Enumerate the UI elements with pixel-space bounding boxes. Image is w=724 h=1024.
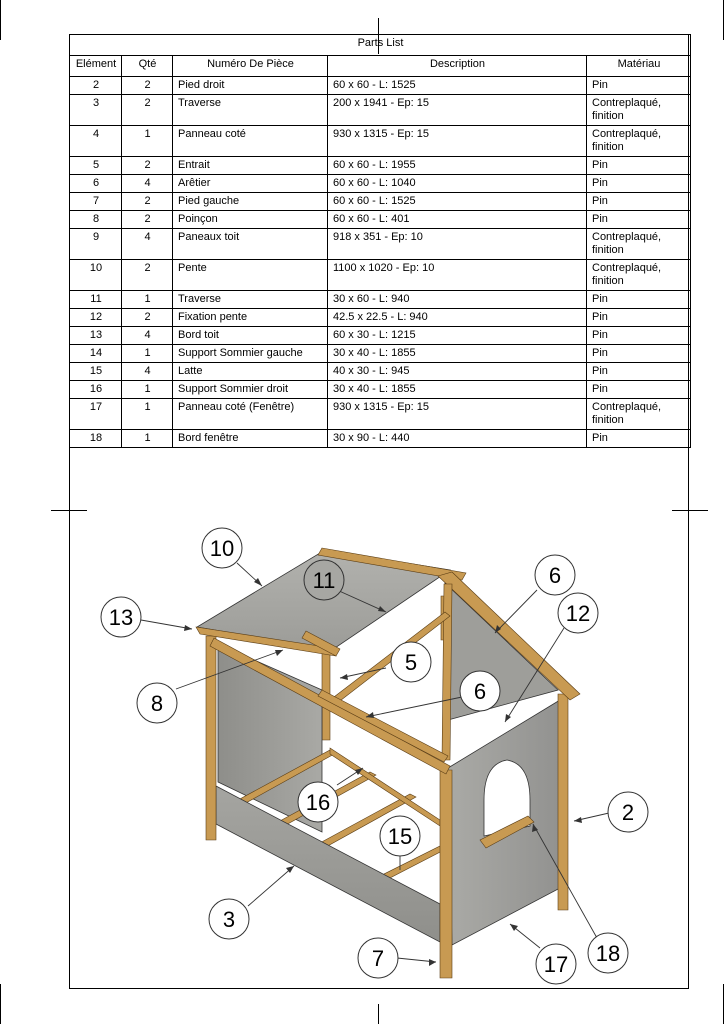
cell-description: 930 x 1315 - Ep: 15 xyxy=(328,126,587,157)
cell-part-number: Panneau coté xyxy=(173,126,328,157)
cell-description: 60 x 30 - L: 1215 xyxy=(328,327,587,345)
callout-number: 6 xyxy=(548,563,562,588)
cell-description: 40 x 30 - L: 945 xyxy=(328,363,587,381)
cell-part-number: Arêtier xyxy=(173,175,328,193)
cell-description: 200 x 1941 - Ep: 15 xyxy=(328,95,587,126)
cell-description: 60 x 60 - L: 401 xyxy=(328,211,587,229)
cell-qty: 2 xyxy=(122,260,173,291)
cell-qty: 1 xyxy=(122,126,173,157)
cell-qty: 4 xyxy=(122,363,173,381)
cell-qty: 2 xyxy=(122,95,173,126)
callout-balloon xyxy=(304,560,344,600)
front-right-post xyxy=(440,770,452,978)
cell-description: 1100 x 1020 - Ep: 10 xyxy=(328,260,587,291)
header-material: Matériau xyxy=(587,56,691,77)
cell-description: 60 x 60 - L: 1040 xyxy=(328,175,587,193)
cell-part-number: Pente xyxy=(173,260,328,291)
callout-balloon xyxy=(209,899,249,939)
callout-balloon xyxy=(137,683,177,723)
header-element: Elément xyxy=(70,56,122,77)
header-part-number: Numéro De Pièce xyxy=(173,56,328,77)
cell-element: 7 xyxy=(70,193,122,211)
callout-number: 3 xyxy=(222,907,236,932)
cell-element: 16 xyxy=(70,381,122,399)
callout-number: 16 xyxy=(305,790,331,815)
cell-part-number: Fixation pente xyxy=(173,309,328,327)
cell-qty: 2 xyxy=(122,309,173,327)
header-qty: Qté xyxy=(122,56,173,77)
cell-part-number: Panneau coté (Fenêtre) xyxy=(173,399,328,430)
cell-qty: 2 xyxy=(122,193,173,211)
cell-element: 14 xyxy=(70,345,122,363)
cell-part-number: Bord toit xyxy=(173,327,328,345)
callout-balloon xyxy=(202,528,242,568)
cell-part-number: Support Sommier droit xyxy=(173,381,328,399)
cell-qty: 1 xyxy=(122,381,173,399)
callout-number: 18 xyxy=(595,941,621,966)
cell-element: 9 xyxy=(70,229,122,260)
beam-front-tie xyxy=(318,690,448,762)
cell-part-number: Support Sommier gauche xyxy=(173,345,328,363)
cell-description: 918 x 351 - Ep: 10 xyxy=(328,229,587,260)
cell-material: Pin xyxy=(587,175,691,193)
callout-number: 12 xyxy=(565,601,591,626)
cell-material: Pin xyxy=(587,381,691,399)
cell-part-number: Paneaux toit xyxy=(173,229,328,260)
cell-description: 30 x 40 - L: 1855 xyxy=(328,345,587,363)
cell-material: Pin xyxy=(587,157,691,175)
cell-description: 30 x 90 - L: 440 xyxy=(328,430,587,448)
callout-number: 6 xyxy=(473,679,487,704)
cell-description: 60 x 60 - L: 1525 xyxy=(328,193,587,211)
cell-material: Contreplaqué, finition xyxy=(587,95,691,126)
callout-balloon xyxy=(391,642,431,682)
header-description: Description xyxy=(328,56,587,77)
callout-balloon xyxy=(380,816,420,856)
parts-list-title: Parts List xyxy=(70,35,691,56)
callout-number: 11 xyxy=(312,568,336,593)
cell-material: Pin xyxy=(587,309,691,327)
callout-balloon xyxy=(536,944,576,984)
cell-material: Pin xyxy=(587,430,691,448)
cell-element: 2 xyxy=(70,77,122,95)
cell-part-number: Entrait xyxy=(173,157,328,175)
cell-element: 10 xyxy=(70,260,122,291)
cell-element: 17 xyxy=(70,399,122,430)
cell-element: 12 xyxy=(70,309,122,327)
cell-material: Pin xyxy=(587,345,691,363)
cell-element: 4 xyxy=(70,126,122,157)
callout-number: 2 xyxy=(621,800,635,825)
cell-material: Contreplaqué, finition xyxy=(587,399,691,430)
cell-description: 30 x 40 - L: 1855 xyxy=(328,381,587,399)
cell-material: Contreplaqué, finition xyxy=(587,126,691,157)
cell-part-number: Bord fenêtre xyxy=(173,430,328,448)
cell-element: 15 xyxy=(70,363,122,381)
cell-qty: 1 xyxy=(122,430,173,448)
cell-element: 8 xyxy=(70,211,122,229)
callout-number: 17 xyxy=(543,952,569,977)
callout-balloon xyxy=(535,555,575,595)
cell-part-number: Latte xyxy=(173,363,328,381)
callout-balloon xyxy=(101,597,141,637)
cell-material: Contreplaqué, finition xyxy=(587,260,691,291)
callout-number: 8 xyxy=(150,691,164,716)
callout-number: 5 xyxy=(404,650,418,675)
cell-material: Pin xyxy=(587,211,691,229)
cell-material: Contreplaqué, finition xyxy=(587,229,691,260)
cell-element: 13 xyxy=(70,327,122,345)
cell-part-number: Traverse xyxy=(173,95,328,126)
side-panel-window xyxy=(448,700,560,945)
cell-qty: 2 xyxy=(122,77,173,95)
callout-number: 13 xyxy=(108,605,134,630)
cell-part-number: Poinçon xyxy=(173,211,328,229)
cell-material: Pin xyxy=(587,363,691,381)
cell-description: 42.5 x 22.5 - L: 940 xyxy=(328,309,587,327)
cell-description: 60 x 60 - L: 1525 xyxy=(328,77,587,95)
rafter-right-back xyxy=(442,584,452,760)
cell-part-number: Traverse xyxy=(173,291,328,309)
cell-element: 18 xyxy=(70,430,122,448)
cell-qty: 4 xyxy=(122,229,173,260)
cell-description: 930 x 1315 - Ep: 15 xyxy=(328,399,587,430)
callout-number: 7 xyxy=(371,946,385,971)
cell-element: 6 xyxy=(70,175,122,193)
callout-balloon xyxy=(298,782,338,822)
cell-qty: 4 xyxy=(122,175,173,193)
front-left-post xyxy=(206,636,216,840)
cell-description: 60 x 60 - L: 1955 xyxy=(328,157,587,175)
callout-balloon xyxy=(558,593,598,633)
cell-qty: 1 xyxy=(122,345,173,363)
callout-balloon xyxy=(608,792,648,832)
cell-material: Pin xyxy=(587,193,691,211)
callout-balloon xyxy=(588,933,628,973)
cell-material: Pin xyxy=(587,327,691,345)
cell-qty: 2 xyxy=(122,211,173,229)
cell-qty: 1 xyxy=(122,291,173,309)
cell-material: Pin xyxy=(587,291,691,309)
callout-balloon xyxy=(460,671,500,711)
callout-number: 15 xyxy=(387,824,413,849)
cell-qty: 4 xyxy=(122,327,173,345)
cell-element: 11 xyxy=(70,291,122,309)
cell-part-number: Pied droit xyxy=(173,77,328,95)
cell-element: 3 xyxy=(70,95,122,126)
callout-number: 10 xyxy=(209,536,235,561)
cell-qty: 1 xyxy=(122,399,173,430)
cell-description: 30 x 60 - L: 940 xyxy=(328,291,587,309)
cell-element: 5 xyxy=(70,157,122,175)
callout-balloon xyxy=(358,938,398,978)
cell-material: Pin xyxy=(587,77,691,95)
cell-part-number: Pied gauche xyxy=(173,193,328,211)
cell-qty: 2 xyxy=(122,157,173,175)
